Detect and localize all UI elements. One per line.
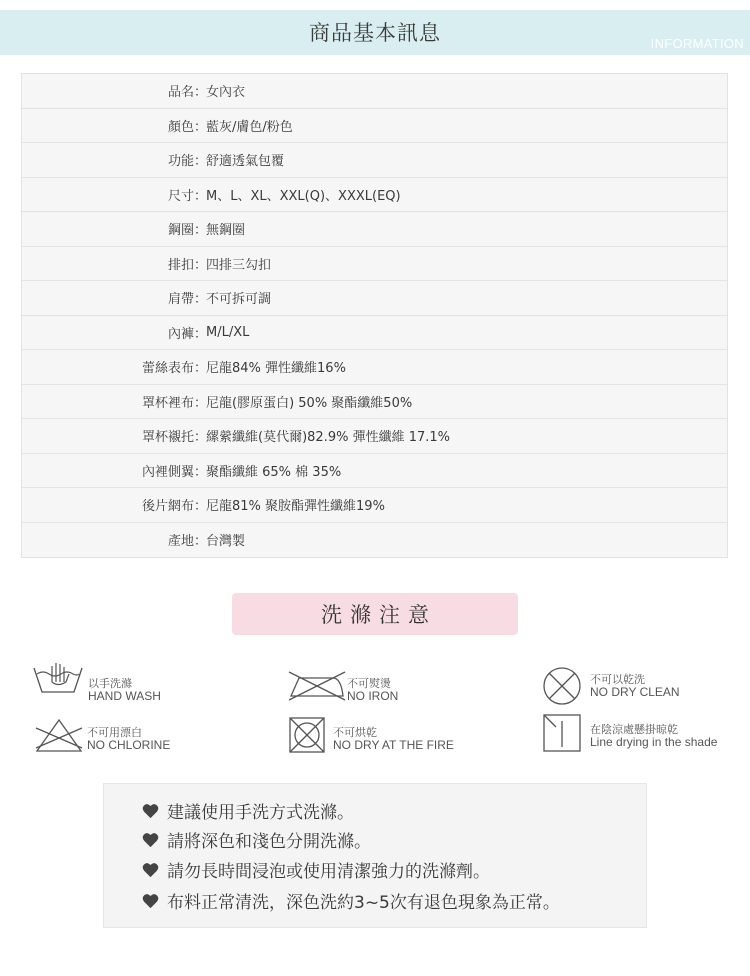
page-title: 商品基本訊息 bbox=[309, 21, 441, 45]
spec-value: 台灣製 bbox=[206, 534, 246, 550]
care-label-zh: 不可以乾洗 bbox=[590, 673, 645, 686]
spec-label: 罩杯襯托 bbox=[141, 430, 194, 446]
spec-value: 尼龍84% 彈性纖維16% bbox=[206, 361, 346, 377]
care-label-zh: 不可熨燙 bbox=[347, 677, 391, 690]
spec-row bbox=[22, 212, 727, 247]
spec-colon: ： bbox=[194, 430, 208, 446]
spec-row bbox=[22, 74, 727, 109]
spec-value: M、L、XL、XXL(Q)、XXXL(EQ) bbox=[206, 188, 401, 204]
care-item-no-iron bbox=[287, 668, 487, 708]
spec-label: 蕾絲表布 bbox=[141, 361, 194, 377]
spec-label: 產地 bbox=[167, 534, 194, 550]
care-label-en: HAND WASH bbox=[88, 689, 161, 703]
care-label-en: NO DRY CLEAN bbox=[590, 685, 680, 699]
care-label-zh: 不可烘乾 bbox=[333, 726, 377, 739]
spec-value: 不可拆可調 bbox=[206, 292, 272, 308]
spec-row bbox=[22, 419, 727, 454]
note-item bbox=[142, 798, 354, 823]
note-text: 請勿長時間浸泡或使用清潔強力的洗滌劑。 bbox=[167, 862, 490, 882]
note-text: 建議使用手洗方式洗滌。 bbox=[167, 803, 354, 823]
spec-value: 藍灰/膚色/粉色 bbox=[206, 119, 293, 135]
heart-icon bbox=[142, 803, 159, 819]
spec-colon: ： bbox=[194, 361, 208, 377]
note-item bbox=[142, 888, 560, 913]
spec-colon: ： bbox=[194, 499, 208, 515]
spec-colon: ： bbox=[194, 119, 208, 135]
note-text: 請將深色和淺色分開洗滌。 bbox=[167, 832, 371, 852]
spec-colon: ： bbox=[194, 464, 208, 480]
spec-value: 聚酯纖維 65% 棉 35% bbox=[206, 464, 342, 480]
spec-row bbox=[22, 454, 727, 489]
spec-label: 內裡側翼 bbox=[141, 464, 194, 480]
care-item-hand-wash bbox=[32, 660, 232, 710]
care-label-en: NO DRY AT THE FIRE bbox=[333, 738, 454, 752]
spec-value: 女內衣 bbox=[206, 85, 246, 101]
line-dry-shade-icon bbox=[542, 713, 582, 753]
spec-row bbox=[22, 247, 727, 282]
spec-colon: ： bbox=[194, 326, 208, 342]
spec-label: 內褲 bbox=[167, 326, 194, 342]
spec-row bbox=[22, 385, 727, 420]
spec-row bbox=[22, 488, 727, 523]
spec-colon: ： bbox=[194, 257, 208, 273]
spec-value: 舒適透氣包覆 bbox=[206, 154, 285, 170]
spec-value: M/L/XL bbox=[206, 324, 250, 340]
spec-table bbox=[21, 73, 728, 558]
spec-colon: ： bbox=[194, 154, 208, 170]
care-title-band bbox=[232, 593, 518, 635]
spec-row bbox=[22, 316, 727, 351]
hand-wash-icon bbox=[32, 660, 84, 698]
spec-value: 縲縈纖維(莫代爾)82.9% 彈性纖維 17.1% bbox=[206, 430, 451, 446]
spec-row bbox=[22, 350, 727, 385]
care-label-en: NO IRON bbox=[347, 689, 399, 703]
spec-colon: ： bbox=[194, 534, 208, 550]
spec-label: 肩帶 bbox=[167, 292, 194, 308]
care-label-en: NO CHLORINE bbox=[87, 738, 171, 752]
spec-colon: ： bbox=[194, 292, 208, 308]
note-text: 布料正常清洗，深色洗約3~5次有退色現象為正常。 bbox=[167, 893, 560, 913]
care-item-line-dry-shade bbox=[542, 713, 747, 755]
heart-icon bbox=[142, 862, 159, 878]
page-subtitle: INFORMATION bbox=[650, 36, 744, 51]
care-item-no-dry-clean bbox=[542, 666, 742, 706]
spec-colon: ： bbox=[194, 188, 208, 204]
spec-label: 顏色 bbox=[167, 119, 194, 135]
care-label-zh: 在陰涼處懸掛晾乾 bbox=[590, 723, 678, 736]
spec-value: 尼龍(膠原蛋白) 50% 聚酯纖維50% bbox=[206, 395, 413, 411]
spec-row bbox=[22, 109, 727, 144]
heart-icon bbox=[142, 832, 159, 848]
spec-row bbox=[22, 178, 727, 213]
spec-value: 無鋼圈 bbox=[206, 223, 246, 239]
spec-label: 品名 bbox=[167, 85, 194, 101]
spec-row bbox=[22, 281, 727, 316]
care-notes-box bbox=[103, 783, 647, 928]
note-item bbox=[142, 827, 371, 852]
care-item-no-tumble-dry bbox=[288, 716, 488, 756]
care-label-zh: 以手洗滌 bbox=[88, 677, 132, 690]
note-item bbox=[142, 857, 490, 882]
care-item-no-bleach bbox=[34, 718, 234, 758]
no-iron-icon bbox=[287, 668, 347, 702]
spec-label: 功能 bbox=[167, 154, 194, 170]
heart-icon bbox=[142, 893, 159, 909]
no-bleach-icon bbox=[34, 718, 84, 754]
spec-row bbox=[22, 143, 727, 178]
spec-colon: ： bbox=[194, 223, 208, 239]
spec-colon: ： bbox=[194, 85, 208, 101]
care-label-zh: 不可用漂白 bbox=[87, 726, 142, 739]
spec-label: 尺寸 bbox=[167, 188, 194, 204]
spec-label: 罩杯裡布 bbox=[141, 395, 194, 411]
care-title: 洗滌注意 bbox=[321, 603, 437, 627]
spec-row bbox=[22, 523, 727, 558]
spec-value: 四排三勾扣 bbox=[206, 257, 272, 273]
no-dry-clean-icon bbox=[542, 666, 582, 706]
spec-label: 鋼圈 bbox=[167, 223, 194, 239]
spec-colon: ： bbox=[194, 395, 208, 411]
spec-label: 後片網布 bbox=[141, 499, 194, 515]
no-tumble-dry-icon bbox=[288, 716, 326, 754]
spec-label: 排扣 bbox=[167, 257, 194, 273]
care-label-en: Line drying in the shade bbox=[590, 735, 718, 749]
spec-value: 尼龍81% 聚胺酯彈性纖維19% bbox=[206, 499, 385, 515]
